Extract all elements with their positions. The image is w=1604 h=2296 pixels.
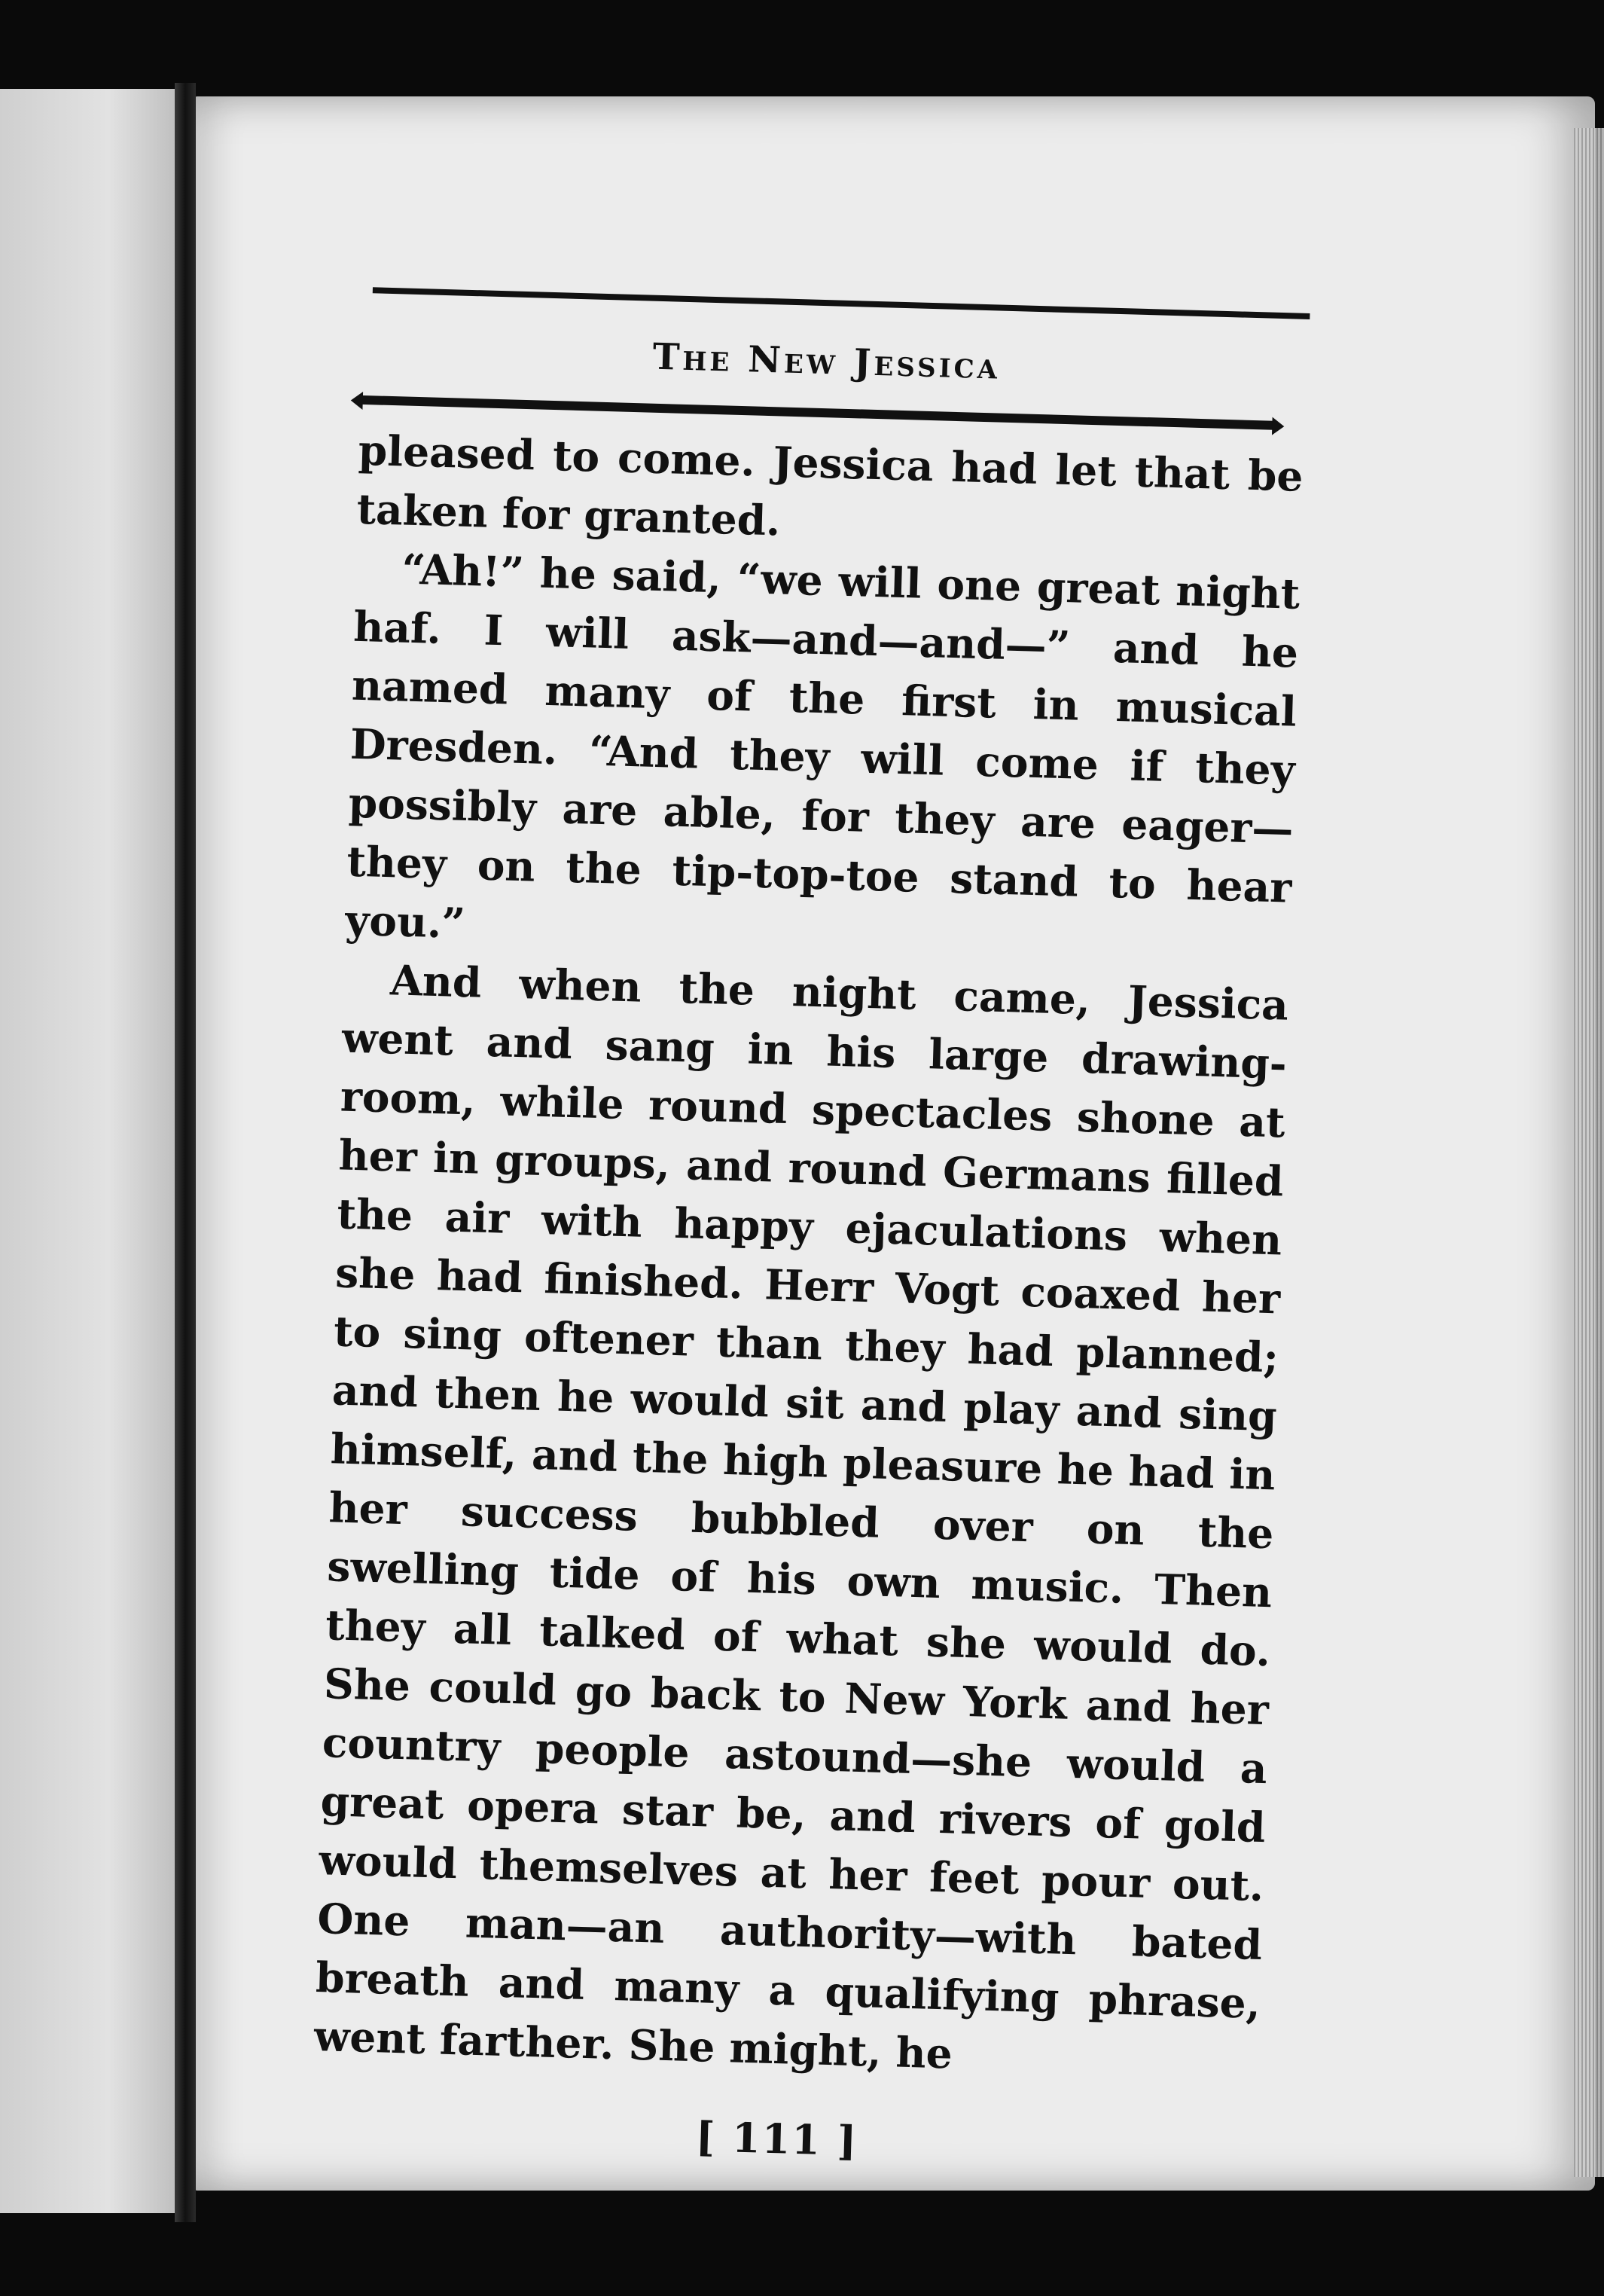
book-gutter (175, 83, 196, 2222)
facing-page-edge (0, 89, 181, 2213)
paragraph-continued: pleased to come. Jessica had let that be taken for granted. (355, 425, 1304, 545)
running-head: The New Jessica (652, 335, 1001, 388)
page-number: [ 111 ] (694, 2112, 859, 2166)
arrow-right-icon (1272, 417, 1285, 435)
page-stack-edge (1574, 128, 1604, 2177)
page-content (287, 286, 1318, 2176)
paragraph: And when the night came, Jessica went and sang in his large drawing-room, while round spectacles shone at her in groups, and round Germans filled the air with happy ejaculations when she had finished. Herr Vogt coaxed her to sing oftener than they had planned; and then he would sit and play and sing himself, and the high pleasure he had in her success bubbled over on the swelling tide of his own music. Then they all talked of what she would do. She could go back to New York and her country people astound—she would a great opera star be, and rivers of gold would themselves at her feet pour out. One man—an authority—with bated breath and many a qualifying phrase, went farther. She might, he (313, 955, 1289, 2078)
paragraph: “Ah!” he said, “we will one great night haf. I will ask—and—and—” and he named many of the first in musical Dresden. “And they will come if they possibly are able, for they are eager—they on the tip-top-toe stand to hear you.” (344, 544, 1301, 948)
body-text (313, 421, 1304, 2092)
